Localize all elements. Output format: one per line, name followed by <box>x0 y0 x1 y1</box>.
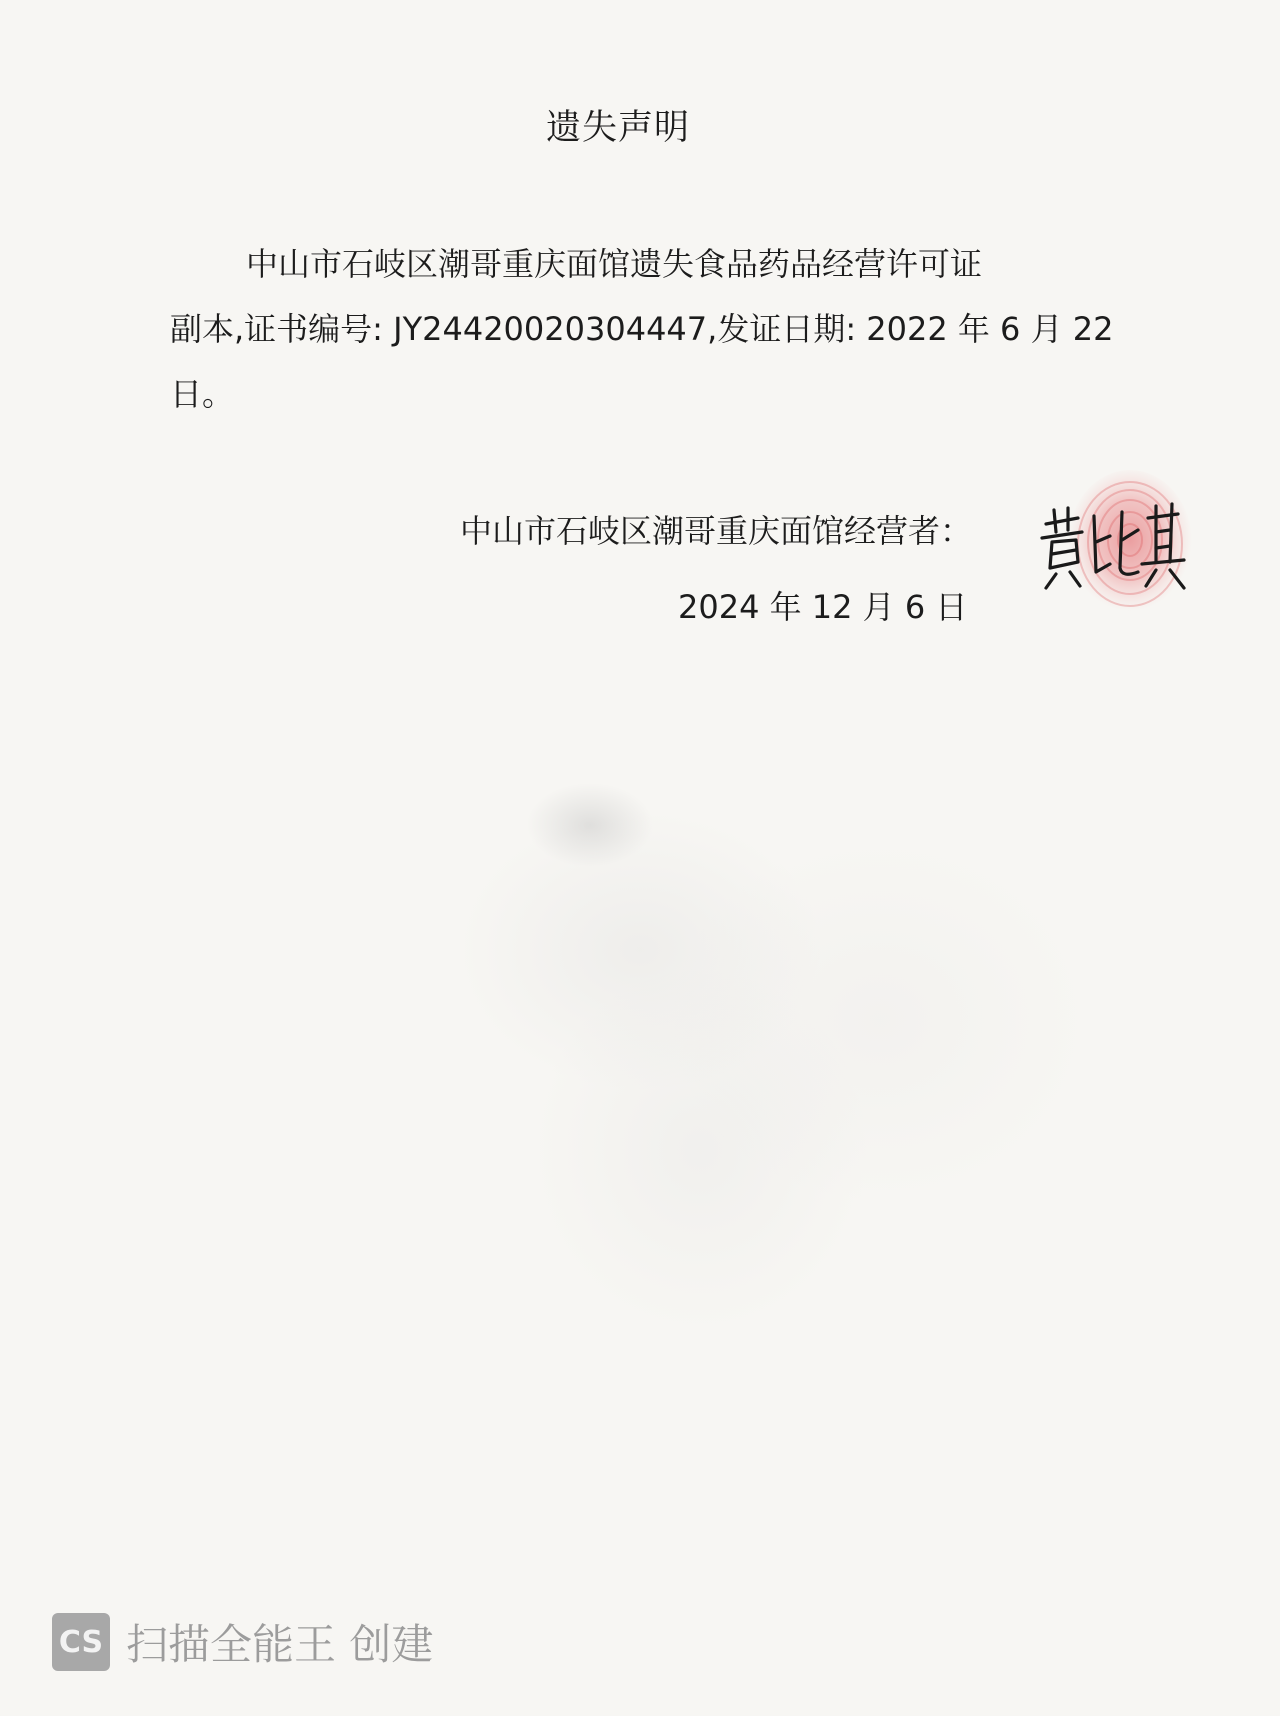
body-line-3: 日。 <box>170 375 235 413</box>
handwritten-signature <box>1038 502 1186 592</box>
declaration-body <box>170 232 1114 427</box>
watermark-text: 扫描全能王 创建 <box>126 1620 434 1669</box>
body-line-2: 副本,证书编号: JY24420020304447,发证日期: 2022 年 6 月 22 <box>170 310 1114 348</box>
scanner-watermark <box>52 1612 433 1672</box>
camscanner-logo-icon: CS <box>52 1613 110 1671</box>
declaration-date: 2024 年 12 月 6 日 <box>678 588 968 626</box>
document-title: 遗失声明 <box>545 108 690 148</box>
body-line-1: 中山市石岐区潮哥重庆面馆遗失食品药品经营许可证 <box>246 245 983 283</box>
signature-label: 中山市石岐区潮哥重庆面馆经营者： <box>460 512 973 550</box>
